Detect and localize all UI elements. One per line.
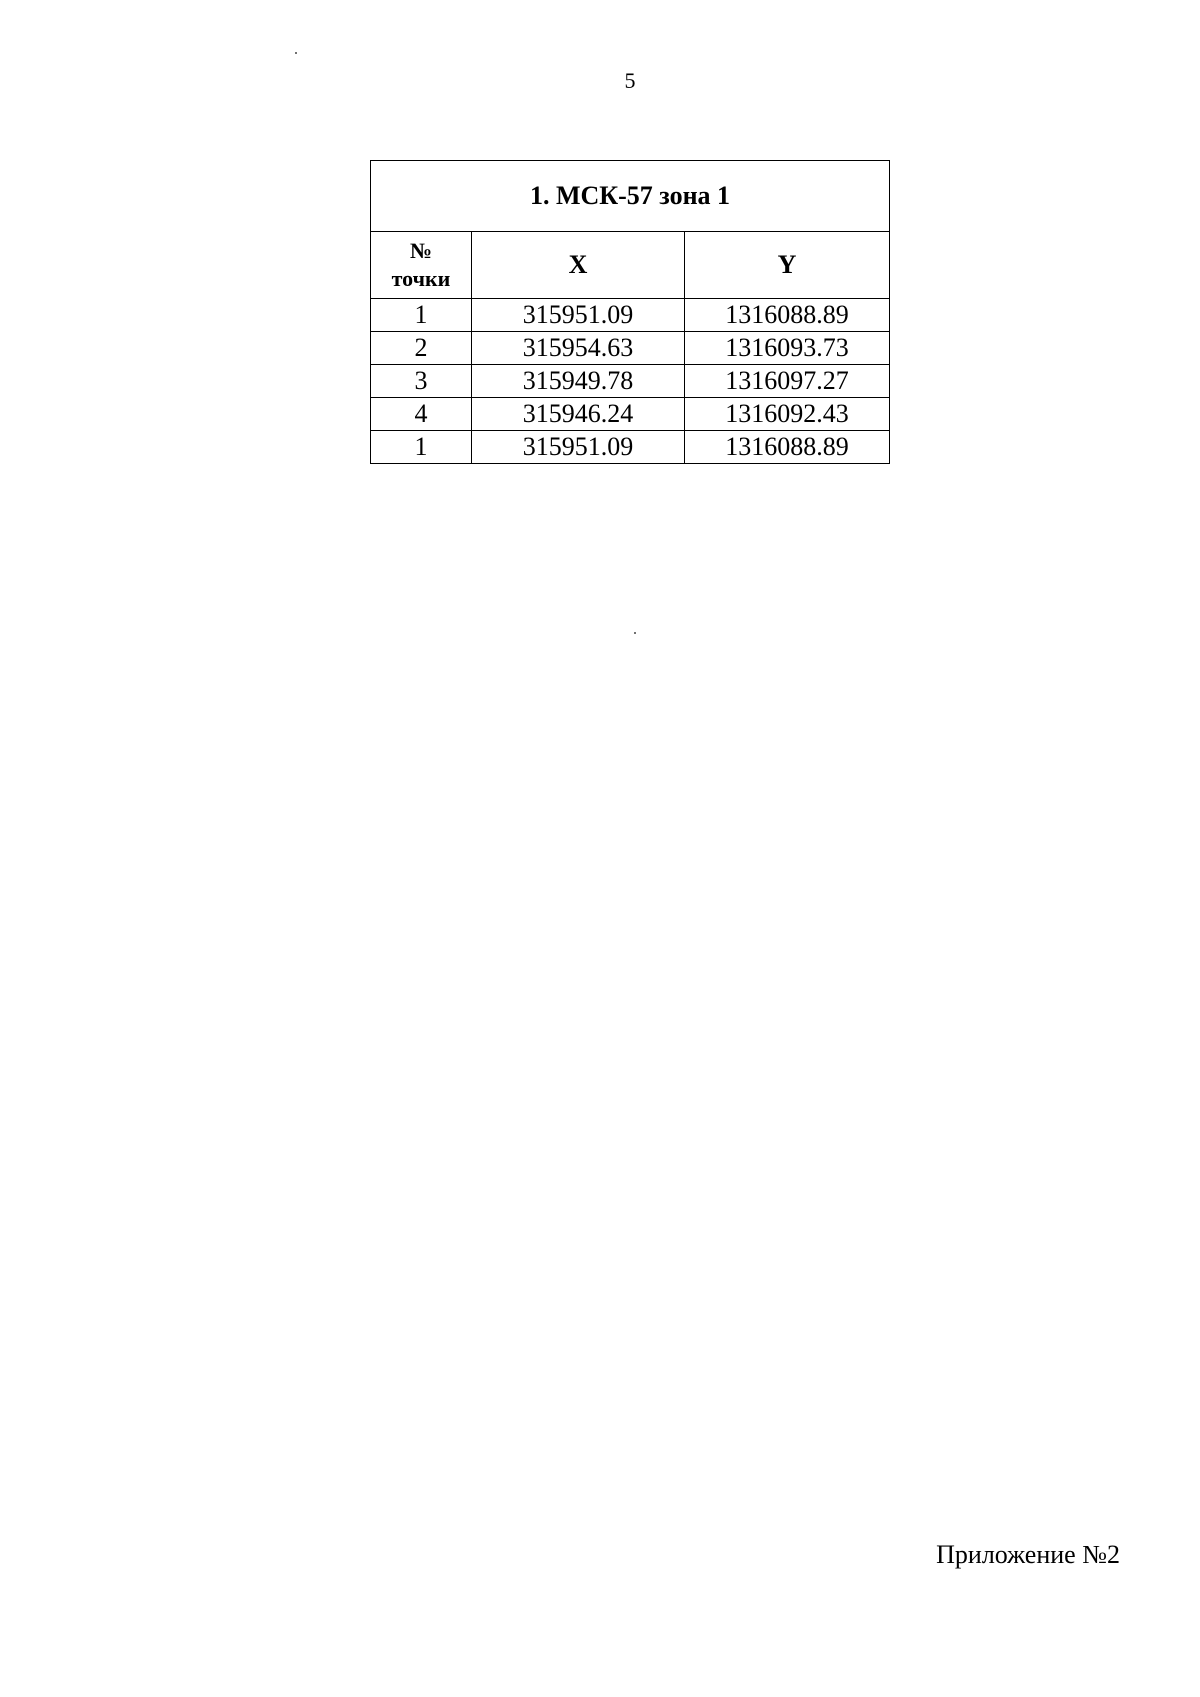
cell-y: 1316097.27 xyxy=(685,365,890,398)
cell-x: 315951.09 xyxy=(472,299,685,332)
cell-y: 1316088.89 xyxy=(685,299,890,332)
cell-point-number: 4 xyxy=(371,398,472,431)
cell-point-number: 2 xyxy=(371,332,472,365)
cell-y: 1316093.73 xyxy=(685,332,890,365)
table-row xyxy=(371,398,890,431)
table-caption-row xyxy=(371,161,890,232)
coordinates-table xyxy=(370,160,890,464)
table-row xyxy=(371,299,890,332)
table-header-row xyxy=(371,232,890,299)
header-point-number xyxy=(371,232,472,299)
table-caption: 1. МСК-57 зона 1 xyxy=(371,161,890,232)
appendix-label: Приложение №2 xyxy=(936,1540,1120,1569)
header-point-number-sign: № xyxy=(409,238,433,263)
cell-point-number: 1 xyxy=(371,299,472,332)
table-row xyxy=(371,431,890,464)
header-point-number-word: точки xyxy=(391,266,451,291)
cell-y: 1316092.43 xyxy=(685,398,890,431)
cell-x: 315954.63 xyxy=(472,332,685,365)
cell-y: 1316088.89 xyxy=(685,431,890,464)
cell-point-number: 3 xyxy=(371,365,472,398)
header-y: Y xyxy=(685,232,890,299)
scan-speck xyxy=(634,632,636,634)
cell-x: 315951.09 xyxy=(472,431,685,464)
table-row xyxy=(371,332,890,365)
header-x: X xyxy=(472,232,685,299)
cell-x: 315949.78 xyxy=(472,365,685,398)
scan-speck xyxy=(295,52,297,54)
cell-x: 315946.24 xyxy=(472,398,685,431)
table-row xyxy=(371,365,890,398)
page-number: 5 xyxy=(624,68,636,93)
cell-point-number: 1 xyxy=(371,431,472,464)
